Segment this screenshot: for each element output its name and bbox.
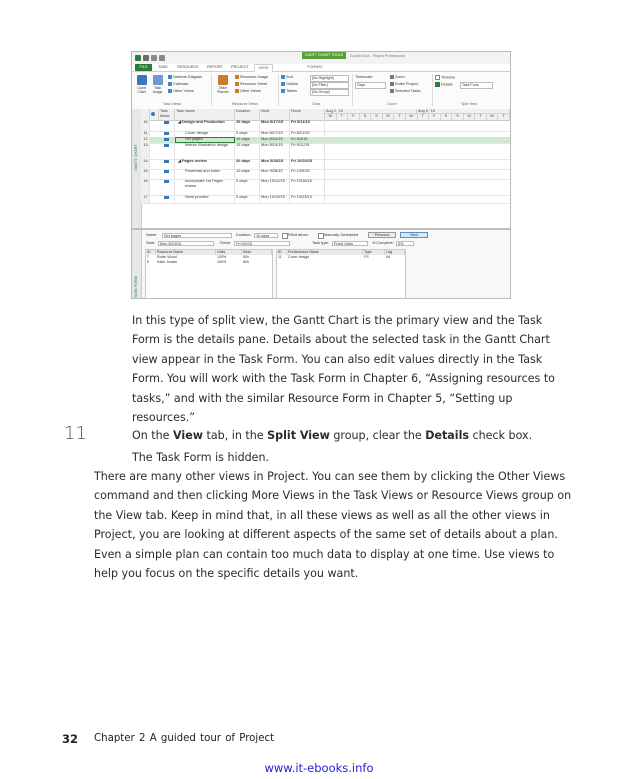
details-checkbox[interactable] (435, 82, 453, 88)
timeline-checkbox[interactable] (435, 75, 455, 81)
entire-project-label: Entire Project (395, 82, 418, 86)
pred-id-header: ID (277, 250, 287, 255)
manually-scheduled-label: Manually Scheduled (324, 233, 359, 237)
row-id-cell[interactable]: 13 (141, 143, 150, 159)
task-name-cell[interactable]: Send proofed (175, 195, 235, 203)
other-views-paragraph: There are many other views in Project. You can see them by clicking the Other Views command and then clicking More Views in the Task Views or Resource Views group on the View tab. Keep in mind that, in all these views as well as all the other views in Project, you are looking at different aspects of the same set of details about a plan. Even a simple plan can contain too much data to display at one time. Use views to help you focus on the specific details you want. (94, 470, 572, 581)
group-divider (278, 74, 279, 106)
pct-complete-label: % Complete: (372, 241, 394, 245)
start-cell[interactable]: Mon 9/28/15 (260, 159, 290, 169)
timescale-day: W (487, 114, 499, 120)
row-id-cell[interactable]: 12 (141, 137, 150, 143)
start-cell[interactable]: Mon 8/24/15 (260, 137, 290, 143)
zoom-icon (390, 75, 394, 79)
highlight-select[interactable]: [No Highlight] (310, 75, 349, 82)
auto-scheduled-icon (164, 170, 169, 173)
start-cell[interactable]: Mon 8/17/15 (260, 131, 290, 137)
calendar-button[interactable] (168, 82, 188, 87)
timescale-label: Timescale: (355, 75, 374, 79)
timescale-day: F (348, 114, 360, 120)
step-text-part: group, clear the (329, 429, 426, 442)
task-name-header[interactable]: Task Name (175, 109, 235, 120)
selected-tasks-icon (390, 89, 394, 93)
task-usage-button[interactable] (150, 74, 165, 96)
pred-name-header: Predecessor Name (287, 250, 363, 255)
other-views-icon (168, 89, 172, 93)
timeline-label: Timeline (441, 75, 456, 80)
resource-id-cell[interactable]: 7 (147, 255, 149, 259)
split-view-term: Split View (267, 429, 330, 442)
next-button[interactable]: Next (400, 232, 428, 238)
gantt-chart-label: Gantt Chart (137, 86, 146, 94)
row-id-cell[interactable]: 15 (141, 169, 150, 179)
start-cell[interactable]: Mon 10/12/15 (260, 179, 290, 195)
group-divider (352, 74, 353, 106)
name-label: Name: (146, 233, 158, 237)
resource-name-cell[interactable]: Robin Wood (157, 255, 177, 259)
timescale-day: T (337, 114, 349, 120)
predecessors-table (276, 249, 406, 299)
network-diagram-label: Network Diagram (173, 75, 203, 79)
split-view-paragraph: In this type of split view, the Gantt Chart is the primary view and the Task Form is the details pane. Details about the selected task in the Gantt Chart view appear in the Task Form. You can also edit values directly in the Task Form. You will work with the Task Form in Chapter 6, “Assigning resources to tasks,” and with the similar Resource Form in Chapter 5, “Setting up resources.” (132, 314, 555, 425)
tab-format[interactable]: FORMAT (307, 65, 323, 69)
task-name-cell[interactable]: Proofread and index (175, 169, 235, 179)
start-label: Start: (146, 241, 156, 245)
timescale-week-2: Aug 9, '15 (417, 109, 510, 114)
task-type-label: Task type: (312, 241, 330, 245)
network-diagram-icon (168, 75, 172, 79)
task-name-cell[interactable]: Cover design (175, 131, 235, 137)
other-views-resource-button[interactable] (235, 89, 261, 94)
group-label-split-view: Split View (461, 102, 477, 106)
group-divider (211, 74, 212, 106)
ribbon-tabs (132, 64, 510, 72)
step-text-part: tab, in the (203, 429, 268, 442)
previous-button[interactable]: Previous (368, 232, 396, 238)
resources-table (145, 249, 273, 299)
tab-resource[interactable]: RESOURCE (177, 65, 199, 69)
other-views-label: Other Views (173, 89, 194, 93)
task-name-cell[interactable]: Interior illustration design (175, 143, 235, 159)
start-header[interactable]: Start (260, 109, 290, 120)
resource-units-cell[interactable]: 100% (217, 260, 227, 264)
start-cell[interactable]: Mon 8/17/15 (260, 120, 290, 131)
resource-sheet-label: Resource Sheet (240, 82, 268, 86)
timescale-day: T (394, 114, 406, 120)
resource-units-cell[interactable]: 100% (217, 255, 227, 259)
finish-date-field[interactable]: Fri 9/4/15 (234, 241, 290, 246)
resource-usage-label: Resource Usage (240, 75, 269, 79)
task-form-view-bar (132, 230, 142, 299)
task-usage-label: Task Usage (152, 86, 163, 94)
save-icon[interactable] (143, 55, 149, 61)
timescale-day: W (406, 114, 418, 120)
timescale-week-1: Aug 2, '15 (325, 109, 417, 114)
calendar-icon (168, 82, 172, 86)
res-id-header: ID (146, 250, 156, 255)
auto-scheduled-icon (164, 138, 169, 141)
finish-cell[interactable]: Fri 10/16/15 (290, 179, 325, 195)
entire-project-icon (390, 82, 394, 86)
task-mode-cell[interactable] (159, 159, 175, 169)
timescale-day: S (371, 114, 383, 120)
team-planner-label: Team Planner (217, 86, 229, 94)
footer-link[interactable]: www.it-ebooks.info (264, 761, 374, 775)
app-title: Guided Tour - Project Professional (350, 54, 405, 58)
timescale-day: T (498, 114, 510, 120)
step-text-part: check box. (469, 429, 533, 442)
task-name-cell[interactable]: Incorporate 1st Pages review (175, 179, 235, 195)
other-views-button[interactable] (168, 89, 194, 94)
group-label-data: Data (312, 102, 320, 106)
group-select[interactable]: [No Group] (310, 89, 349, 96)
start-cell[interactable]: Mon 9/28/15 (260, 169, 290, 179)
task-mode-cell[interactable] (159, 169, 175, 179)
predecessor-id-cell[interactable]: 11 (278, 255, 282, 259)
effort-driven-label: Effort driven (288, 233, 309, 237)
duration-label: Duration: (236, 233, 252, 237)
tab-project[interactable]: PROJECT (231, 65, 249, 69)
outline-label: Outline (286, 82, 299, 86)
tab-file[interactable]: FILE (135, 64, 152, 71)
ribbon (132, 72, 510, 110)
timescale-day: S (360, 114, 372, 120)
details-label: Details (441, 82, 453, 87)
res-units-header: Units (216, 250, 242, 255)
step-instruction (132, 426, 572, 445)
start-cell[interactable]: Mon 8/24/15 (260, 143, 290, 159)
tab-task[interactable]: TASK (158, 65, 168, 69)
timescale-day: M (464, 114, 476, 120)
finish-header[interactable]: Finish (290, 109, 325, 120)
row-id-cell[interactable]: 16 (141, 179, 150, 195)
finish-cell[interactable]: Fri 10/23/15 (290, 195, 325, 203)
other-views-resource-label: Other Views (240, 89, 261, 93)
info-icon (151, 112, 155, 116)
duration-cell[interactable]: 5 days (235, 195, 260, 203)
filter-select[interactable]: [No Filter] (310, 82, 349, 89)
timescale-day: F (429, 114, 441, 120)
duration-cell[interactable]: 5 days (235, 179, 260, 195)
redo-icon[interactable] (159, 55, 165, 61)
chapter-running-footer: Chapter 2 A guided tour of Project (94, 733, 275, 744)
task-name-field[interactable]: Set pages (162, 233, 232, 238)
timescale-day: W (325, 114, 337, 120)
pred-type-header: Type (363, 250, 385, 255)
duration-cell[interactable]: 20 days (235, 120, 260, 131)
auto-scheduled-icon (164, 180, 169, 183)
duration-cell[interactable]: 15 days (235, 143, 260, 159)
predecessor-name-cell[interactable]: Cover design (288, 255, 310, 259)
resource-usage-button[interactable] (235, 75, 268, 80)
info-column-header[interactable] (150, 109, 159, 120)
sort-label: Sort (286, 75, 293, 79)
auto-scheduled-icon (164, 144, 169, 147)
auto-scheduled-icon (164, 132, 169, 135)
group-divider (432, 74, 433, 106)
step-number: 11 (64, 423, 87, 444)
duration-field[interactable]: 10 days (254, 233, 278, 238)
duration-cell[interactable]: 20 days (235, 159, 260, 169)
sort-icon (281, 75, 285, 79)
sort-button[interactable] (281, 75, 293, 80)
auto-scheduled-icon (164, 196, 169, 199)
resource-id-cell[interactable]: 5 (147, 260, 149, 264)
start-cell[interactable]: Mon 10/19/15 (260, 195, 290, 203)
finish-label: Finish: (220, 241, 232, 245)
res-name-header: Resource Name (156, 250, 216, 255)
resource-work-cell[interactable]: 80h (243, 260, 249, 264)
team-planner-icon (218, 75, 228, 85)
project-screenshot (131, 51, 511, 299)
step-result: The Task Form is hidden. (132, 451, 270, 464)
timescale-day: T (475, 114, 487, 120)
timescale-day: S (441, 114, 453, 120)
group-label-task-views: Task Views (163, 102, 181, 106)
entire-project-button[interactable] (390, 82, 418, 87)
details-term: Details (425, 429, 469, 442)
pred-lag-header: Lag (385, 250, 405, 255)
task-name-cell[interactable]: ◢ Design and Production (175, 120, 235, 131)
tab-report[interactable]: REPORT (207, 65, 223, 69)
context-tab-label: GANTT CHART TOOLS (302, 52, 346, 59)
gantt-row[interactable] (141, 195, 510, 204)
outline-icon (281, 82, 285, 86)
predecessor-lag-cell[interactable]: 0d (386, 255, 390, 259)
team-planner-button[interactable] (214, 74, 232, 96)
finish-cell[interactable]: Fri 10/9/15 (290, 169, 325, 179)
duration-cell[interactable]: 5 days (235, 131, 260, 137)
timescale-day: S (452, 114, 464, 120)
auto-scheduled-icon (164, 160, 169, 163)
auto-scheduled-icon (164, 121, 169, 124)
other-views-resource-icon (235, 89, 239, 93)
task-mode-cell[interactable] (159, 179, 175, 195)
task-mode-cell[interactable] (159, 143, 175, 159)
selected-tasks-label: Selected Tasks (395, 89, 421, 93)
task-mode-header[interactable]: Task Mode (159, 109, 175, 120)
finish-cell[interactable]: Fri 9/11/15 (290, 143, 325, 159)
tables-button[interactable] (281, 89, 297, 94)
resource-name-cell[interactable]: Katie Jordan (157, 260, 178, 264)
row-id-cell[interactable]: 14 (141, 159, 150, 169)
timescale-day: M (383, 114, 395, 120)
zoom-button[interactable] (390, 75, 405, 80)
task-form-view (132, 228, 510, 299)
tables-icon (281, 89, 285, 93)
timescale-select[interactable]: Days (355, 82, 386, 89)
finish-cell[interactable]: Fri 10/23/15 (290, 159, 325, 169)
selected-tasks-button[interactable] (390, 89, 420, 94)
group-label-resource-views: Resource Views (232, 102, 258, 106)
page-number: 32 (62, 732, 79, 746)
checkbox-icon (435, 75, 440, 80)
task-name-cell[interactable]: ◢ Pages review (175, 159, 235, 169)
pct-complete-field[interactable]: 0% (396, 241, 414, 246)
resource-usage-icon (235, 75, 239, 79)
task-mode-cell[interactable] (159, 195, 175, 203)
gantt-view-label: GANTT CHART (134, 144, 138, 171)
project-logo-icon (135, 55, 141, 61)
step-text-part: On the (132, 429, 174, 442)
finish-cell[interactable]: Fri 8/21/15 (290, 131, 325, 137)
network-diagram-button[interactable] (168, 75, 202, 80)
view-tab-term: View (173, 429, 203, 442)
tables-label: Tables (286, 89, 297, 93)
gantt-chart-view (132, 109, 510, 228)
gantt-chart-button[interactable] (134, 74, 149, 96)
details-view-select[interactable]: Task Form (460, 82, 493, 89)
checkbox-checked-icon (435, 82, 440, 87)
resource-sheet-icon (235, 82, 239, 86)
row-id-cell[interactable]: 10 (141, 120, 150, 131)
group-label-zoom: Zoom (387, 102, 397, 106)
task-form-view-label: TASK FORM (134, 276, 138, 298)
task-usage-icon (153, 75, 163, 85)
predecessor-type-cell[interactable]: FS (364, 255, 369, 259)
duration-header[interactable]: Duration (235, 109, 260, 120)
task-mode-cell[interactable] (159, 120, 175, 131)
zoom-label: Zoom (395, 75, 405, 79)
timescale-day: T (418, 114, 430, 120)
calendar-label: Calendar (173, 82, 189, 86)
task-type-select[interactable]: Fixed Units (332, 241, 368, 246)
tab-view[interactable]: VIEW (254, 64, 273, 73)
gantt-chart-icon (137, 75, 147, 85)
undo-icon[interactable] (151, 55, 157, 61)
finish-cell[interactable]: Fri 9/11/15 (290, 120, 325, 131)
duration-cell[interactable]: 10 days (235, 169, 260, 179)
start-date-field[interactable]: Mon 8/24/15 (158, 241, 214, 246)
resource-sheet-button[interactable] (235, 82, 267, 87)
task-name-cell[interactable]: Set pages (175, 137, 235, 143)
resource-work-cell[interactable]: 80h (243, 255, 249, 259)
outline-button[interactable] (281, 82, 298, 87)
row-id-cell[interactable]: 11 (141, 131, 150, 137)
row-id-cell[interactable]: 17 (141, 195, 150, 203)
res-work-header: Work (242, 250, 272, 255)
duration-cell[interactable]: 10 days (235, 137, 260, 143)
finish-cell[interactable]: Fri 9/4/15 (290, 137, 325, 143)
